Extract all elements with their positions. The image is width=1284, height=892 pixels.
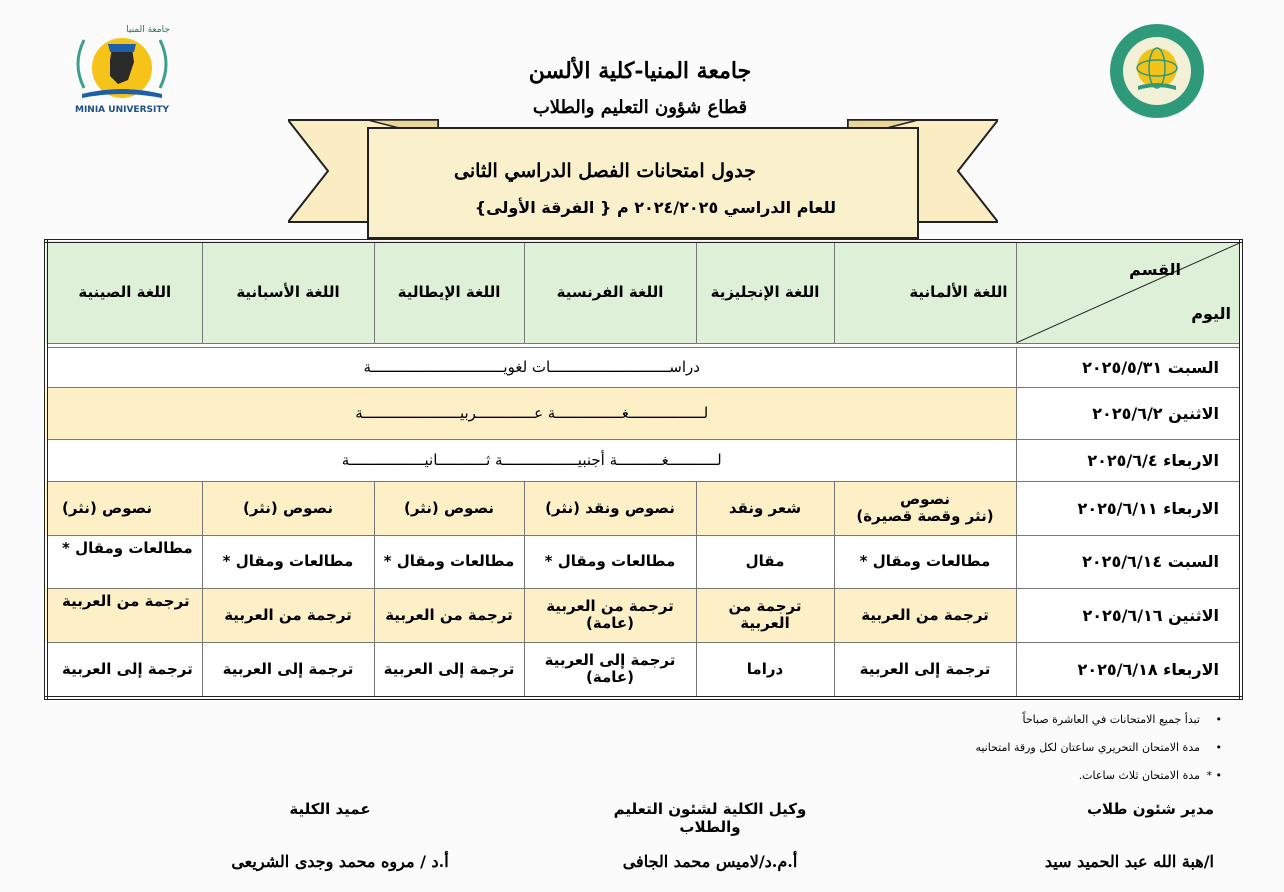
logo-left-caption: MINIA UNIVERSITY — [74, 105, 170, 115]
exam-cell: نصوص (نثر) — [202, 481, 374, 535]
day-cell: الاثنين ٢٠٢٥/٦/٢ — [1016, 387, 1241, 439]
minia-university-logo — [62, 14, 182, 118]
exam-cell: نصوص (نثر وقصة قصيرة) — [834, 481, 1016, 535]
day-cell: الاربعاء ٢٠٢٥/٦/١١ — [1016, 481, 1241, 535]
dept-header-french: اللغة الفرنسية — [524, 241, 696, 343]
table-row — [46, 347, 1241, 387]
note-item — [622, 764, 1222, 792]
corner-cell — [1016, 241, 1241, 343]
exam-cell: ترجمة من العربية — [834, 588, 1016, 642]
exam-cell: ترجمة إلى العربية — [834, 642, 1016, 698]
corner-department-label: القسم — [1129, 260, 1181, 279]
exam-schedule-title: جدول امتحانات الفصل الدراسي الثانى — [454, 160, 756, 182]
note-item — [622, 736, 1222, 764]
table-row — [46, 439, 1241, 481]
exam-cell: ترجمة من العربية — [46, 588, 202, 642]
table-row — [46, 535, 1241, 588]
table-row — [46, 588, 1241, 642]
note-item — [622, 708, 1222, 736]
exam-cell: دراما — [696, 642, 834, 698]
dept-header-english: اللغة الإنجليزية — [696, 241, 834, 343]
exam-cell: مطالعات ومقال * — [374, 535, 524, 588]
exam-cell: مطالعات ومقال * — [202, 535, 374, 588]
exam-cell: مطالعات ومقال * — [46, 535, 202, 588]
bullet-icon: • — [1215, 741, 1222, 754]
table-row — [46, 387, 1241, 439]
table-row — [46, 481, 1241, 535]
exam-cell: ترجمة من العربية — [202, 588, 374, 642]
exam-cell: ترجمة إلى العربية — [202, 642, 374, 698]
exam-schedule-table — [44, 239, 1243, 700]
signature-name-student-affairs: ا/هبة الله عبد الحميد سيد — [1044, 852, 1214, 871]
exam-cell: ترجمة إلى العربية (عامة) — [524, 642, 696, 698]
signature-name-dean: أ.د / مروه محمد وجدى الشريعى — [231, 852, 449, 871]
bullet-icon: • * — [1206, 769, 1222, 782]
day-cell: الاثنين ٢٠٢٥/٦/١٦ — [1016, 588, 1241, 642]
faculty-logo — [1108, 22, 1206, 120]
day-cell: الاربعاء ٢٠٢٥/٦/١٨ — [1016, 642, 1241, 698]
sector-title: قطاع شؤون التعليم والطلاب — [532, 97, 748, 118]
signature-title-student-affairs: مدير شئون طلاب — [1086, 800, 1214, 818]
exam-cell: نصوص (نثر) — [46, 481, 202, 535]
corner-day-label: اليوم — [1191, 304, 1231, 323]
signature-title-dean: عميد الكلية — [289, 800, 371, 818]
exam-cell: ترجمة إلى العربية — [46, 642, 202, 698]
exam-cell: مقال — [696, 535, 834, 588]
dept-header-chinese: اللغة الصينية — [46, 241, 202, 343]
note-text: تبدأ جميع الامتحانات في العاشرة صباحاً — [1022, 713, 1200, 726]
note-text: مدة الامتحان ثلاث ساعات. — [1078, 769, 1200, 782]
university-faculty-title: جامعة المنيا-كلية الألسن — [528, 58, 752, 84]
signature-title-vice-dean: وكيل الكلية لشئون التعليم والطلاب — [613, 800, 807, 836]
dept-header-spanish: اللغة الأسبانية — [202, 241, 374, 343]
exam-cell: مطالعات ومقال * — [834, 535, 1016, 588]
merged-exam-cell: دراســـــــــــــــــــــــــــات لغويــــــــــــــــــــــــــــــة — [46, 347, 1016, 387]
exam-cell: ترجمة من العربية — [696, 588, 834, 642]
exam-cell: ترجمة من العربية (عامة) — [524, 588, 696, 642]
dept-header-german: اللغة الألمانية — [834, 241, 1016, 343]
exam-cell: نصوص (نثر) — [374, 481, 524, 535]
merged-exam-cell: لـــــــــــــــــغـــــــــــــــة عـــــــــــــربيــــــــــــــــــــــة — [46, 387, 1016, 439]
exam-cell: ترجمة إلى العربية — [374, 642, 524, 698]
notes-list — [622, 708, 1222, 792]
table-row — [46, 642, 1241, 698]
note-text: مدة الامتحان التحريري ساعتان لكل ورقة امتحانيه — [975, 741, 1200, 754]
signature-name-vice-dean: أ.م.د/لاميس محمد الجافى — [622, 852, 798, 871]
bullet-icon: • — [1215, 713, 1222, 726]
exam-cell: مطالعات ومقال * — [524, 535, 696, 588]
exam-cell: شعر ونقد — [696, 481, 834, 535]
logo-left-arabic: جامعة المنيا — [126, 25, 170, 35]
exam-cell: نصوص ونقد (نثر) — [524, 481, 696, 535]
dept-header-italian: اللغة الإيطالية — [374, 241, 524, 343]
merged-exam-cell: لـــــــــــغــــــــــة أجنبيـــــــــــــــــة ثـــــــــــانيـــــــــــــــــة — [46, 439, 1016, 481]
academic-year-subtitle: للعام الدراسي ٢٠٢٤/٢٠٢٥ م { الفرقة الأولى} — [474, 198, 836, 217]
day-cell: السبت ٢٠٢٥/٦/١٤ — [1016, 535, 1241, 588]
day-cell: السبت ٢٠٢٥/٥/٣١ — [1016, 347, 1241, 387]
header-row — [46, 241, 1241, 343]
exam-cell: ترجمة من العربية — [374, 588, 524, 642]
day-cell: الاربعاء ٢٠٢٥/٦/٤ — [1016, 439, 1241, 481]
